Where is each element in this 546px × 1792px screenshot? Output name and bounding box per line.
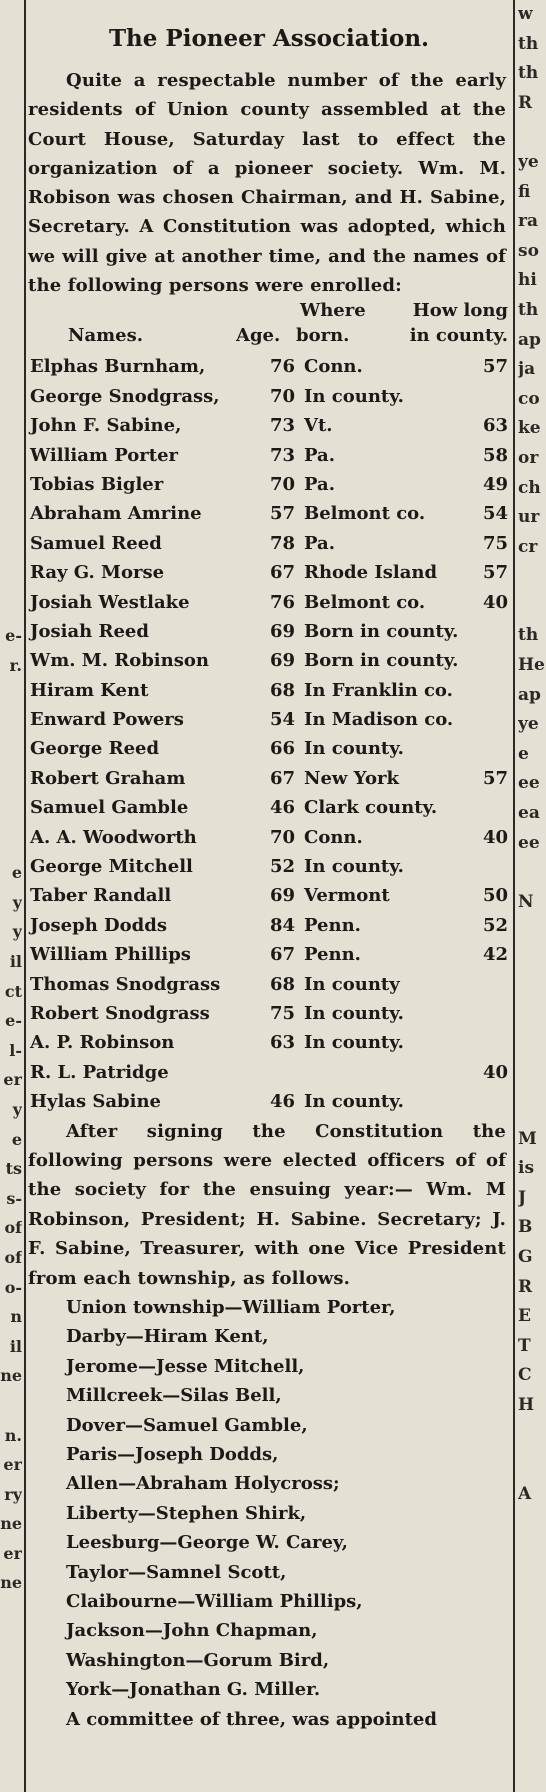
column-fragment — [0, 710, 22, 740]
member-name: Josiah Reed — [30, 620, 149, 642]
member-age: 46 — [270, 797, 296, 819]
header-age: Age. — [236, 325, 281, 347]
table-row — [28, 411, 510, 440]
member-age: 52 — [270, 856, 296, 878]
column-fragment: il — [9, 952, 22, 971]
table-row — [28, 1087, 510, 1116]
column-fragment: s- — [6, 1188, 22, 1208]
member-age: 67 — [270, 767, 296, 789]
member-birthplace: In county. — [304, 1032, 404, 1054]
column-fragment — [0, 326, 22, 356]
column-fragment: R — [518, 1276, 533, 1297]
member-name: Samuel Gamble — [30, 797, 189, 819]
member-age: 67 — [270, 944, 296, 966]
member-name: Thomas Snodgrass — [30, 973, 221, 995]
table-row — [28, 646, 510, 675]
table-row — [28, 1058, 510, 1087]
member-name: Robert Snodgrass — [30, 1002, 210, 1024]
table-row — [28, 852, 510, 881]
member-birthplace: Conn. — [304, 826, 363, 848]
table-row — [28, 441, 510, 470]
member-age: 54 — [270, 709, 296, 731]
table-header — [28, 300, 510, 352]
member-birthplace: Penn. — [304, 944, 361, 966]
column-fragment: ee — [518, 773, 540, 794]
column-fragment — [518, 1509, 546, 1539]
column-fragment: M — [518, 1128, 537, 1149]
column-fragment — [0, 266, 22, 296]
member-birthplace: In county — [304, 973, 400, 995]
member-years-in-county: 42 — [482, 944, 508, 966]
column-fragment — [518, 1095, 546, 1125]
column-fragment: n. — [4, 1425, 22, 1445]
member-birthplace: In county. — [304, 1091, 404, 1113]
member-years-in-county: 75 — [482, 532, 508, 554]
column-fragment — [0, 237, 22, 267]
vice-president-entry: York—Jonathan G. Miller. — [66, 1679, 321, 1701]
column-fragment: or — [518, 447, 539, 468]
vice-president-entry: Jerome—Jesse Mitchell, — [66, 1355, 305, 1377]
column-fragment: th — [518, 63, 539, 84]
member-age: 73 — [270, 415, 296, 437]
column-fragment: il — [9, 1336, 22, 1356]
member-years-in-county: 49 — [482, 473, 508, 495]
column-fragment: th — [518, 299, 539, 320]
column-fragment — [518, 562, 546, 592]
member-age: 70 — [270, 473, 296, 495]
member-age: 84 — [270, 914, 296, 936]
column-fragment: is — [518, 1158, 535, 1179]
table-row — [28, 499, 510, 528]
column-fragment: e — [11, 1129, 22, 1149]
column-fragment: th — [518, 33, 539, 54]
member-age: 68 — [270, 973, 296, 995]
member-birthplace: In county. — [304, 1002, 404, 1024]
member-name: Hylas Sabine — [30, 1091, 161, 1113]
member-years-in-county: 50 — [482, 885, 508, 907]
table-row — [28, 1028, 510, 1057]
member-age: 69 — [270, 650, 296, 672]
column-fragment — [0, 1391, 22, 1421]
column-fragment: of — [4, 1247, 22, 1267]
vice-president-entry: Dover—Samuel Gamble, — [66, 1414, 308, 1436]
table-row — [28, 470, 510, 499]
column-fragment — [518, 947, 546, 977]
vice-president-entry: Paris—Joseph Dodds, — [66, 1444, 279, 1465]
vice-president-entry: Darby—Hiram Kent, — [66, 1326, 269, 1348]
member-years-in-county: 40 — [482, 591, 508, 613]
member-name: Wm. M. Robinson — [30, 650, 209, 672]
member-age: 69 — [270, 620, 296, 642]
table-row — [28, 558, 510, 587]
column-fragment — [0, 355, 22, 385]
member-name: A. P. Robinson — [30, 1032, 175, 1054]
header-where: Where — [300, 300, 366, 322]
column-fragment: e — [518, 743, 529, 764]
column-fragment — [0, 89, 22, 119]
member-name: Ray G. Morse — [30, 562, 165, 584]
column-fragment — [518, 977, 546, 1007]
column-fragment: r. — [9, 656, 22, 676]
column-fragment: y — [12, 1099, 22, 1119]
header-how-long: How long — [412, 300, 508, 322]
column-fragment — [0, 562, 22, 592]
column-fragment: ne — [0, 1514, 22, 1534]
member-name: Joseph Dodds — [30, 914, 167, 936]
column-fragment: ke — [518, 418, 541, 439]
member-age: 66 — [270, 738, 296, 760]
column-fragment: A — [518, 1483, 532, 1504]
column-fragment — [518, 1539, 546, 1569]
column-fragment — [0, 30, 22, 60]
member-birthplace: Born in county. — [304, 620, 459, 642]
member-years-in-county: 57 — [482, 767, 508, 789]
column-fragment — [0, 740, 22, 770]
member-name: A. A. Woodworth — [30, 826, 197, 848]
column-fragment: fi — [518, 181, 531, 202]
column-fragment: ch — [518, 477, 541, 498]
member-birthplace: Born in county. — [304, 650, 459, 672]
column-fragment: e- — [5, 1011, 22, 1031]
column-fragment: ra — [518, 211, 538, 232]
member-age: 69 — [270, 885, 296, 907]
member-years-in-county: 58 — [482, 444, 508, 466]
column-fragment: ea — [518, 803, 540, 824]
member-birthplace: Pa. — [304, 532, 335, 554]
member-birthplace: Vermont — [304, 885, 390, 907]
column-fragment: w — [518, 4, 533, 24]
adjacent-column-left — [0, 0, 22, 1792]
column-fragment: N — [518, 891, 534, 912]
column-fragment: er — [3, 1070, 22, 1090]
table-row — [28, 793, 510, 822]
member-birthplace: Pa. — [304, 444, 335, 466]
column-fragment: ye — [518, 151, 539, 172]
table-row — [28, 764, 510, 793]
member-birthplace: Penn. — [304, 914, 361, 936]
vice-president-entry: Taylor—Samnel Scott, — [66, 1561, 287, 1583]
column-fragment — [0, 799, 22, 829]
column-fragment — [0, 503, 22, 533]
column-fragment: R — [518, 92, 533, 113]
member-birthplace: In county. — [304, 856, 404, 878]
member-age: 63 — [270, 1032, 296, 1054]
column-fragment: y — [12, 892, 22, 912]
column-fragment — [518, 1450, 546, 1480]
table-row — [28, 734, 510, 763]
member-name: Elphas Burnham, — [30, 356, 206, 378]
vice-president-entry: Leesburg—George W. Carey, — [66, 1532, 348, 1554]
column-fragment — [518, 1568, 546, 1598]
member-name: William Porter — [30, 444, 179, 466]
column-fragment — [0, 385, 22, 415]
member-age: 70 — [270, 826, 296, 848]
member-birthplace: Pa. — [304, 473, 335, 495]
column-fragment — [0, 592, 22, 622]
column-fragment: C — [518, 1365, 532, 1386]
table-row — [28, 970, 510, 999]
vice-president-list — [28, 1293, 510, 1705]
column-fragment: cr — [518, 536, 538, 557]
column-fragment: ur — [518, 507, 540, 528]
column-fragment: ee — [518, 832, 540, 853]
member-name: Robert Graham — [30, 767, 186, 789]
column-fragment: B — [518, 1217, 533, 1238]
member-birthplace: Conn. — [304, 356, 363, 378]
header-names: Names. — [68, 325, 144, 347]
column-fragment: ts — [5, 1159, 22, 1179]
member-years-in-county: 40 — [482, 1061, 508, 1083]
column-fragment: hi — [518, 270, 537, 291]
column-fragment — [518, 118, 546, 148]
column-fragment: ry — [4, 1484, 22, 1504]
table-row — [28, 999, 510, 1028]
member-name: Samuel Reed — [30, 532, 162, 554]
cut-off-line: A committee of three, was appointed — [66, 1708, 437, 1730]
column-fragment: He — [518, 655, 545, 676]
column-fragment — [0, 0, 22, 30]
column-fragment: so — [518, 240, 539, 261]
vice-president-entry: Millcreek—Silas Bell, — [66, 1385, 282, 1407]
column-fragment — [518, 1006, 546, 1036]
table-row — [28, 823, 510, 852]
vice-president-entry: Claibourne—William Phillips, — [66, 1591, 363, 1613]
column-fragment: ye — [518, 714, 539, 735]
member-name: R. L. Patridge — [30, 1061, 169, 1083]
column-fragment: co — [518, 388, 540, 409]
column-fragment — [0, 207, 22, 237]
member-birthplace: In county. — [304, 738, 404, 760]
member-name: George Mitchell — [30, 856, 193, 878]
vice-president-entry: Jackson—John Chapman, — [66, 1620, 318, 1642]
column-fragment — [518, 858, 546, 888]
header-in-county: in county. — [409, 325, 508, 347]
column-fragment: ap — [518, 684, 541, 705]
member-birthplace: Clark county. — [304, 797, 438, 819]
header-born: born. — [296, 325, 350, 347]
member-age: 57 — [270, 503, 296, 525]
column-fragment: ne — [0, 1366, 22, 1386]
member-name: Hiram Kent — [30, 679, 149, 701]
column-fragment — [0, 444, 22, 474]
member-age: 76 — [270, 356, 296, 378]
member-age: 75 — [270, 1002, 296, 1024]
table-row — [28, 881, 510, 910]
member-age: 70 — [270, 385, 296, 407]
column-fragment — [0, 681, 22, 711]
member-age: 76 — [270, 591, 296, 613]
table-row — [28, 588, 510, 617]
column-fragment — [518, 1065, 546, 1095]
column-fragment — [0, 118, 22, 148]
column-fragment — [518, 592, 546, 622]
member-birthplace: Belmont co. — [304, 503, 426, 525]
column-fragment: T — [518, 1335, 531, 1356]
member-years-in-county: 52 — [482, 914, 508, 936]
column-fragment — [518, 1598, 546, 1628]
column-fragment: er — [3, 1455, 22, 1475]
column-fragment — [0, 59, 22, 89]
column-fragment: o- — [4, 1277, 22, 1297]
article-intro-paragraph: Quite a respectable number of the early residents of Union county assembled at the Court House, Saturday last to effect the organization of a pioneer society. Wm. M. Robison was chosen Chairman, and H. Sabine, Secretary. A Constitution was adopted, which we will give at another time, and the names of the following persons were enrolled: — [28, 70, 506, 297]
member-birthplace: In Franklin co. — [304, 679, 453, 701]
table-row — [28, 911, 510, 940]
member-name: Taber Randall — [30, 885, 172, 907]
member-age: 68 — [270, 679, 296, 701]
column-fragment: l- — [9, 1040, 22, 1060]
column-fragment: y — [12, 922, 22, 942]
member-age: 73 — [270, 444, 296, 466]
adjacent-column-right — [518, 0, 546, 1792]
column-rule-left — [24, 0, 26, 1792]
column-fragment — [0, 296, 22, 326]
column-fragment: G — [518, 1246, 533, 1267]
column-fragment: e- — [5, 626, 22, 646]
article-pioneer-association — [28, 0, 510, 1734]
column-fragment: J — [518, 1187, 527, 1208]
column-fragment — [518, 1421, 546, 1451]
column-fragment — [0, 414, 22, 444]
column-fragment: er — [3, 1543, 22, 1563]
column-fragment — [518, 1036, 546, 1066]
table-row — [28, 940, 510, 969]
vice-president-entry: Union township—William Porter, — [66, 1296, 396, 1318]
member-name: Abraham Amrine — [30, 503, 202, 525]
member-years-in-county: 63 — [482, 415, 508, 437]
member-birthplace: Rhode Island — [304, 562, 438, 584]
member-birthplace: Belmont co. — [304, 591, 426, 613]
vice-president-entry: Liberty—Stephen Shirk, — [66, 1502, 307, 1524]
member-birthplace: In county. — [304, 385, 404, 407]
column-fragment: th — [518, 625, 539, 646]
column-fragment: ap — [518, 329, 541, 350]
closing-paragraph: After signing the Constitution the following persons were elected officers of of the society for the ensuing year:— Wm. M Robinson, President; H. Sabine. Secretary; J. F. Sabine, Treasurer, with one Vice President from each township, as follows. — [28, 1120, 506, 1289]
column-rule-right — [513, 0, 515, 1792]
table-row — [28, 382, 510, 411]
member-age: 46 — [270, 1091, 296, 1113]
member-name: Enward Powers — [30, 709, 184, 731]
table-row — [28, 705, 510, 734]
table-row — [28, 529, 510, 558]
column-fragment — [0, 533, 22, 563]
column-fragment: n — [10, 1307, 22, 1327]
member-birthplace: New York — [304, 767, 399, 789]
member-birthplace: In Madison co. — [304, 709, 454, 731]
column-fragment: ja — [518, 359, 536, 380]
column-fragment — [0, 769, 22, 799]
member-name: George Snodgrass, — [30, 385, 220, 407]
article-title: The Pioneer Association. — [108, 25, 430, 52]
member-list — [28, 352, 510, 1116]
member-name: William Phillips — [30, 944, 191, 966]
column-fragment — [0, 178, 22, 208]
column-fragment — [518, 917, 546, 947]
member-name: Tobias Bigler — [30, 473, 164, 495]
column-fragment: H — [518, 1394, 535, 1415]
column-fragment: of — [4, 1218, 22, 1238]
column-fragment: ct — [4, 981, 22, 1001]
member-years-in-county: 57 — [482, 356, 508, 378]
column-fragment — [0, 829, 22, 859]
member-age: 67 — [270, 562, 296, 584]
vice-president-entry: Washington—Gorum Bird, — [66, 1649, 330, 1671]
vice-president-entry: Allen—Abraham Holycross; — [66, 1473, 340, 1495]
table-row — [28, 676, 510, 705]
member-name: John F. Sabine, — [30, 415, 182, 437]
member-age: 78 — [270, 532, 296, 554]
column-fragment — [0, 148, 22, 178]
member-name: Josiah Westlake — [30, 591, 190, 613]
column-fragment: E — [518, 1306, 531, 1327]
column-fragment: ne — [0, 1573, 22, 1593]
member-years-in-county: 40 — [482, 826, 508, 848]
member-birthplace: Vt. — [304, 415, 333, 437]
member-years-in-county: 57 — [482, 562, 508, 584]
table-row — [28, 617, 510, 646]
member-name: George Reed — [30, 738, 160, 760]
table-row — [28, 352, 510, 381]
column-fragment — [0, 474, 22, 504]
member-years-in-county: 54 — [482, 503, 508, 525]
column-fragment: e — [11, 863, 22, 883]
